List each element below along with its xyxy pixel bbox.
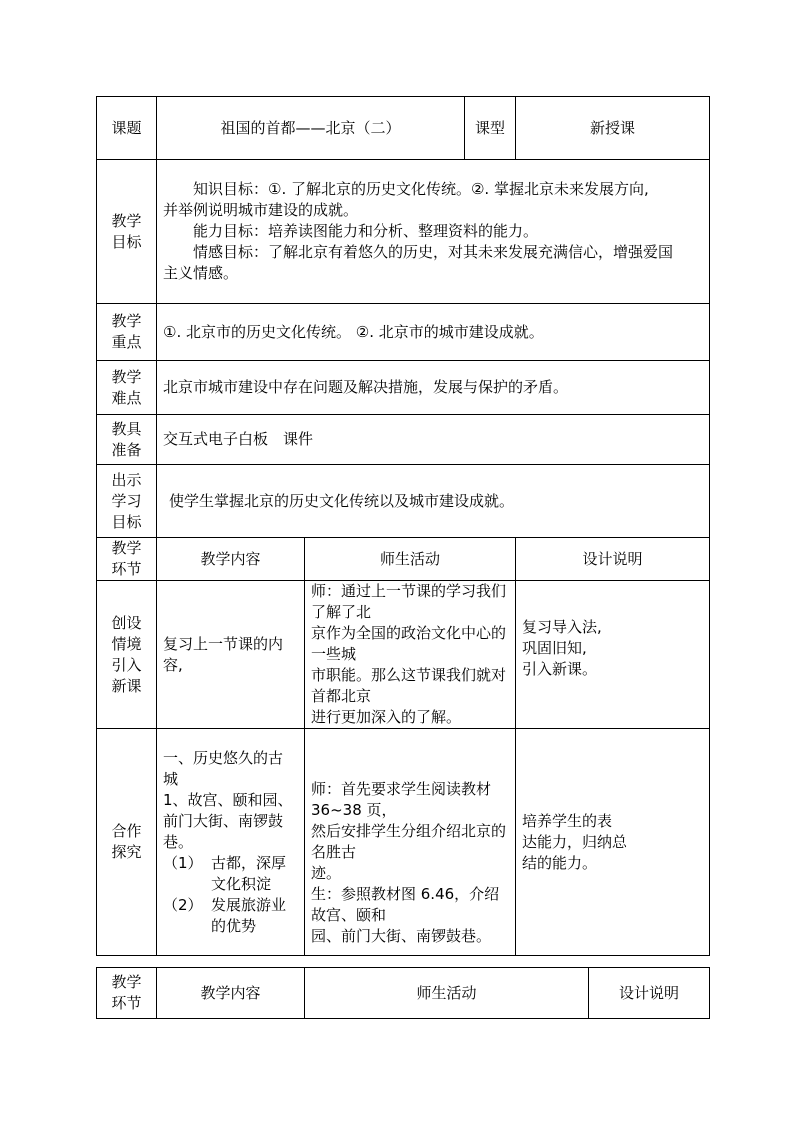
explore-content-line: 巷。 — [163, 832, 194, 851]
subpoint-number: （1） — [163, 853, 203, 872]
col-content-header: 教学内容 — [157, 538, 305, 581]
explore-stage-line: 合作 — [111, 822, 142, 840]
intro-stage-line: 情境 — [111, 634, 142, 653]
show-goals-row — [97, 465, 710, 538]
continuation-stage-header — [97, 968, 157, 1019]
difficulties-row — [97, 361, 710, 415]
subpoint-line: 的优势 — [211, 916, 257, 935]
subpoint-line: 文化积淀 — [211, 874, 272, 893]
subpoint-line: 古都，深厚 — [211, 853, 287, 872]
explore-notes-line: 结的能力。 — [522, 853, 598, 872]
intro-activity-line: 京作为全国的政治文化中心的一些城 — [311, 624, 507, 663]
objectives-label-line2: 目标 — [111, 232, 142, 251]
ability-goal: 能力目标：培养读图能力和分析、整理资料的能力。 — [193, 222, 539, 240]
explore-content-line: 1、故宫、颐和园、 — [163, 790, 293, 809]
show-goals-value: 使学生掌握北京的历史文化传统以及城市建设成就。 — [157, 465, 710, 538]
difficulties-value: 北京市城市建设中存在问题及解决措施，发展与保护的矛盾。 — [157, 361, 710, 415]
objectives-content — [157, 160, 710, 304]
objectives-label — [97, 160, 157, 304]
intro-notes-line: 引入新课。 — [522, 660, 598, 678]
explore-content-line: 一、历史悠久的古 — [163, 748, 284, 767]
explore-stage-line: 探究 — [111, 843, 142, 861]
explore-notes-line: 培养学生的表 — [522, 811, 613, 830]
key-points-value: ①. 北京市的历史文化传统。 ②. 北京市的城市建设成就。 — [157, 304, 710, 361]
equipment-label — [97, 415, 157, 465]
intro-content-line: 容, — [163, 655, 183, 674]
explore-notes — [516, 729, 710, 956]
explore-subpoint-1 — [163, 853, 298, 895]
intro-content-line: 复习上一节课的内 — [163, 634, 284, 653]
subpoint-line: 发展旅游业 — [211, 895, 287, 914]
subpoint-text — [211, 895, 298, 937]
continuation-notes-header: 设计说明 — [589, 968, 710, 1019]
intro-activity-line: 师：通过上一节课的学习我们了解了北 — [311, 582, 507, 621]
show-goals-label — [97, 465, 157, 538]
topic-value: 祖国的首都——北京（二） — [157, 97, 465, 160]
col-stage-header-line2: 环节 — [111, 560, 142, 578]
emotion-goal-line2: 主义情感。 — [163, 264, 239, 282]
col-activity-header: 师生活动 — [305, 538, 516, 581]
intro-content — [157, 581, 305, 729]
show-goals-label-line3: 目标 — [111, 512, 142, 531]
equipment-label-line2: 准备 — [111, 440, 142, 459]
explore-content-line: 前门大街、南锣鼓 — [163, 811, 284, 830]
col-stage-header-line1: 教学 — [111, 539, 142, 557]
explore-content-line: 城 — [163, 769, 179, 788]
continuation-stage-line1: 教学 — [111, 973, 142, 991]
explore-activity-line: 园、前门大街、南锣鼓巷。 — [311, 927, 492, 945]
continuation-table — [96, 967, 710, 1019]
header-row — [97, 97, 710, 160]
topic-label: 课题 — [97, 97, 157, 160]
column-header-row — [97, 538, 710, 581]
emotion-goal-line1: 情感目标：了解北京有着悠久的历史，对其未来发展充满信心，增强爱国 — [193, 243, 674, 261]
type-value: 新授课 — [516, 97, 710, 160]
intro-notes — [516, 581, 710, 729]
key-points-row — [97, 304, 710, 361]
explore-activity-line: 然后安排学生分组介绍北京的名胜古 — [311, 822, 507, 861]
lesson-plan-table — [96, 96, 710, 956]
explore-stage — [97, 729, 157, 956]
intro-activity-line: 市职能。那么这节课我们就对首都北京 — [311, 666, 507, 705]
lesson-row-explore — [97, 729, 710, 956]
intro-stage-line: 新课 — [111, 676, 142, 695]
difficulties-label-line2: 难点 — [111, 388, 142, 407]
key-points-label-line2: 重点 — [111, 333, 142, 351]
difficulties-label — [97, 361, 157, 415]
intro-notes-line: 复习导入法, — [522, 618, 602, 636]
explore-notes-line: 达能力，归纳总 — [522, 832, 628, 851]
explore-content — [157, 729, 305, 956]
key-points-label-line1: 教学 — [111, 312, 142, 330]
key-points-label — [97, 304, 157, 361]
knowledge-goal-line1: 知识目标：①. 了解北京的历史文化传统。②. 掌握北京未来发展方向, — [193, 180, 649, 198]
lesson-row-intro — [97, 581, 710, 729]
intro-notes-line: 巩固旧知, — [522, 639, 587, 657]
continuation-content-header: 教学内容 — [157, 968, 305, 1019]
intro-activity-line: 进行更加深入的了解。 — [311, 708, 462, 726]
col-notes-header: 设计说明 — [516, 538, 710, 581]
explore-activity — [305, 729, 516, 956]
subpoint-number: （2） — [163, 895, 203, 914]
explore-activity-line: 迹。 — [311, 864, 342, 882]
subpoint-text — [211, 853, 298, 895]
explore-subpoint-2 — [163, 895, 298, 937]
equipment-value: 交互式电子白板 课件 — [157, 415, 710, 465]
continuation-stage-line2: 环节 — [111, 994, 142, 1012]
knowledge-goal-line2: 并举例说明城市建设的成就。 — [163, 201, 359, 219]
show-goals-label-line2: 学习 — [111, 491, 142, 510]
difficulties-label-line1: 教学 — [111, 367, 142, 386]
col-stage-header — [97, 538, 157, 581]
intro-stage-line: 创设 — [111, 613, 142, 632]
continuation-header-row — [97, 968, 710, 1019]
objectives-label-line1: 教学 — [111, 211, 142, 230]
explore-activity-line: 师：首先要求学生阅读教材 36~38 页， — [311, 780, 492, 819]
objectives-row — [97, 160, 710, 304]
intro-activity — [305, 581, 516, 729]
show-goals-label-line1: 出示 — [111, 470, 142, 489]
continuation-activity-header: 师生活动 — [305, 968, 589, 1019]
intro-stage — [97, 581, 157, 729]
explore-activity-line: 生：参照教材图 6.46，介绍故宫、颐和 — [311, 885, 500, 924]
equipment-row — [97, 415, 710, 465]
type-label: 课型 — [465, 97, 516, 160]
intro-stage-line: 引入 — [111, 655, 142, 674]
equipment-label-line1: 教具 — [111, 419, 142, 438]
